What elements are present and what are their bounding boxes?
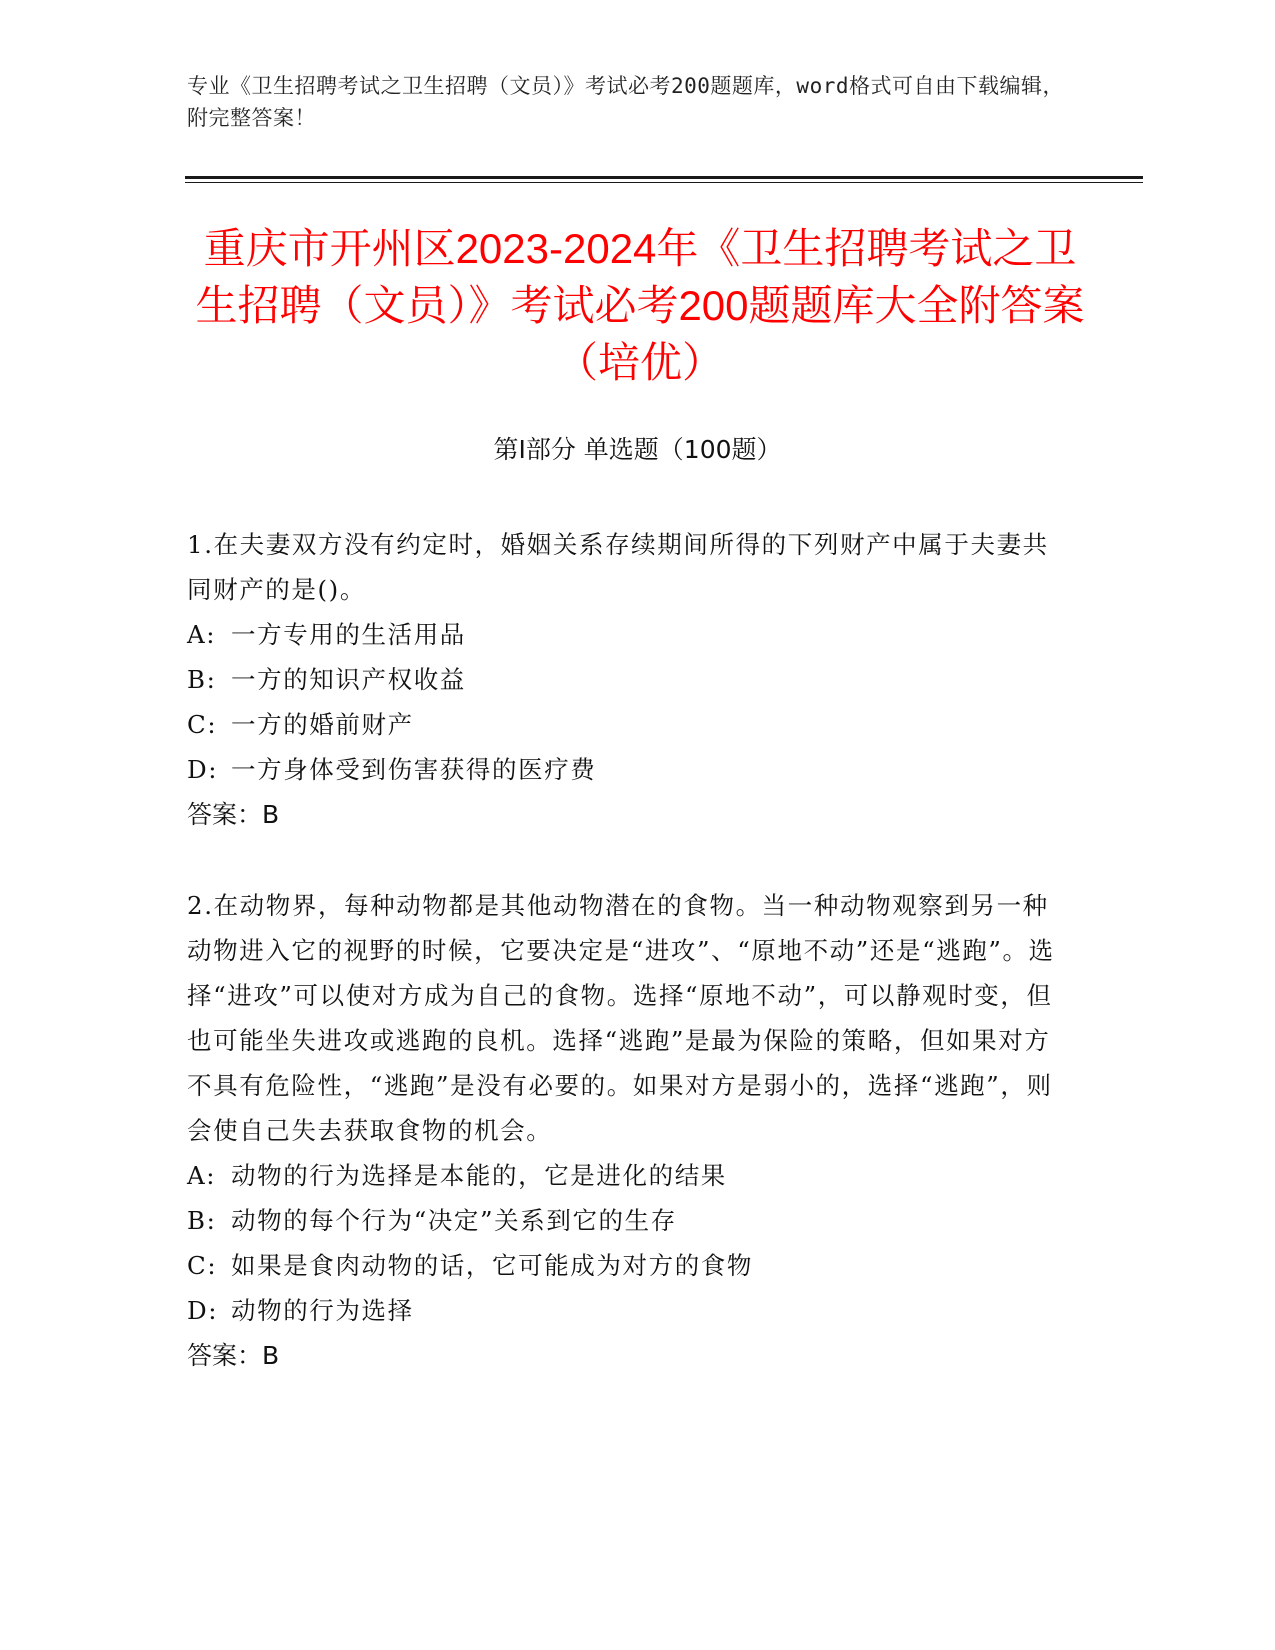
option-d <box>187 747 1067 792</box>
question-2 <box>187 883 1067 1378</box>
option-a <box>187 1153 1067 1198</box>
option-c <box>187 702 1067 747</box>
option-text: 如果是食肉动物的话，它可能成为对方的食物 <box>231 1251 753 1280</box>
option-letter: D: <box>187 1296 219 1325</box>
section-title: 第Ⅰ部分 单选题（100题） <box>493 435 782 464</box>
option-text: 一方身体受到伤害获得的医疗费 <box>231 755 597 784</box>
option-text: 动物的行为选择是本能的，它是进化的结果 <box>231 1161 727 1190</box>
option-letter: A: <box>187 620 217 649</box>
question-stem: 1.在夫妻双方没有约定时，婚姻关系存续期间所得的下列财产中属于夫妻共同财产的是()。 <box>187 530 1049 604</box>
header-divider-thick <box>185 176 1143 179</box>
option-text: 一方专用的生活用品 <box>231 620 466 649</box>
option-a <box>187 612 1067 657</box>
option-c <box>187 1243 1067 1288</box>
option-letter: B: <box>187 665 217 694</box>
option-text: 一方的知识产权收益 <box>231 665 466 694</box>
header-divider-thin <box>185 182 1143 183</box>
option-text: 一方的婚前财产 <box>231 710 414 739</box>
answer-line: 答案：B <box>187 800 280 829</box>
option-letter: D: <box>187 755 219 784</box>
question-stem: 2.在动物界，每种动物都是其他动物潜在的食物。当一种动物观察到另一种动物进入它的视野的时候，它要决定是“进攻”、“原地不动”还是“逃跑”。选择“进攻”可以使对方成为自己的食物。选择“原地不动”，可以静观时变，但也可能坐失进攻或逃跑的良机。选择“逃跑”是最为保险的策略，但如果对方不具有危险性，“逃跑”是没有必要的。如果对方是弱小的，选择“逃跑”，则会使自己失去获取食物的机会。 <box>187 891 1055 1145</box>
document-title: 重庆市开州区2023-2024年《卫生招聘考试之卫生招聘（文员）》考试必考200题题库大全附答案（培优） <box>195 225 1085 386</box>
option-d <box>187 1288 1067 1333</box>
option-b <box>187 657 1067 702</box>
option-letter: C: <box>187 1251 218 1280</box>
option-text: 动物的每个行为“决定”关系到它的生存 <box>231 1206 677 1235</box>
option-b <box>187 1198 1067 1243</box>
question-1 <box>187 522 1067 837</box>
option-letter: B: <box>187 1206 217 1235</box>
header-note: 专业《卫生招聘考试之卫生招聘（文员）》考试必考200题题库，word格式可自由下载编辑，附完整答案！ <box>187 74 1064 130</box>
answer-line: 答案：B <box>187 1341 280 1370</box>
option-letter: A: <box>187 1161 217 1190</box>
option-text: 动物的行为选择 <box>231 1296 414 1325</box>
option-letter: C: <box>187 710 218 739</box>
